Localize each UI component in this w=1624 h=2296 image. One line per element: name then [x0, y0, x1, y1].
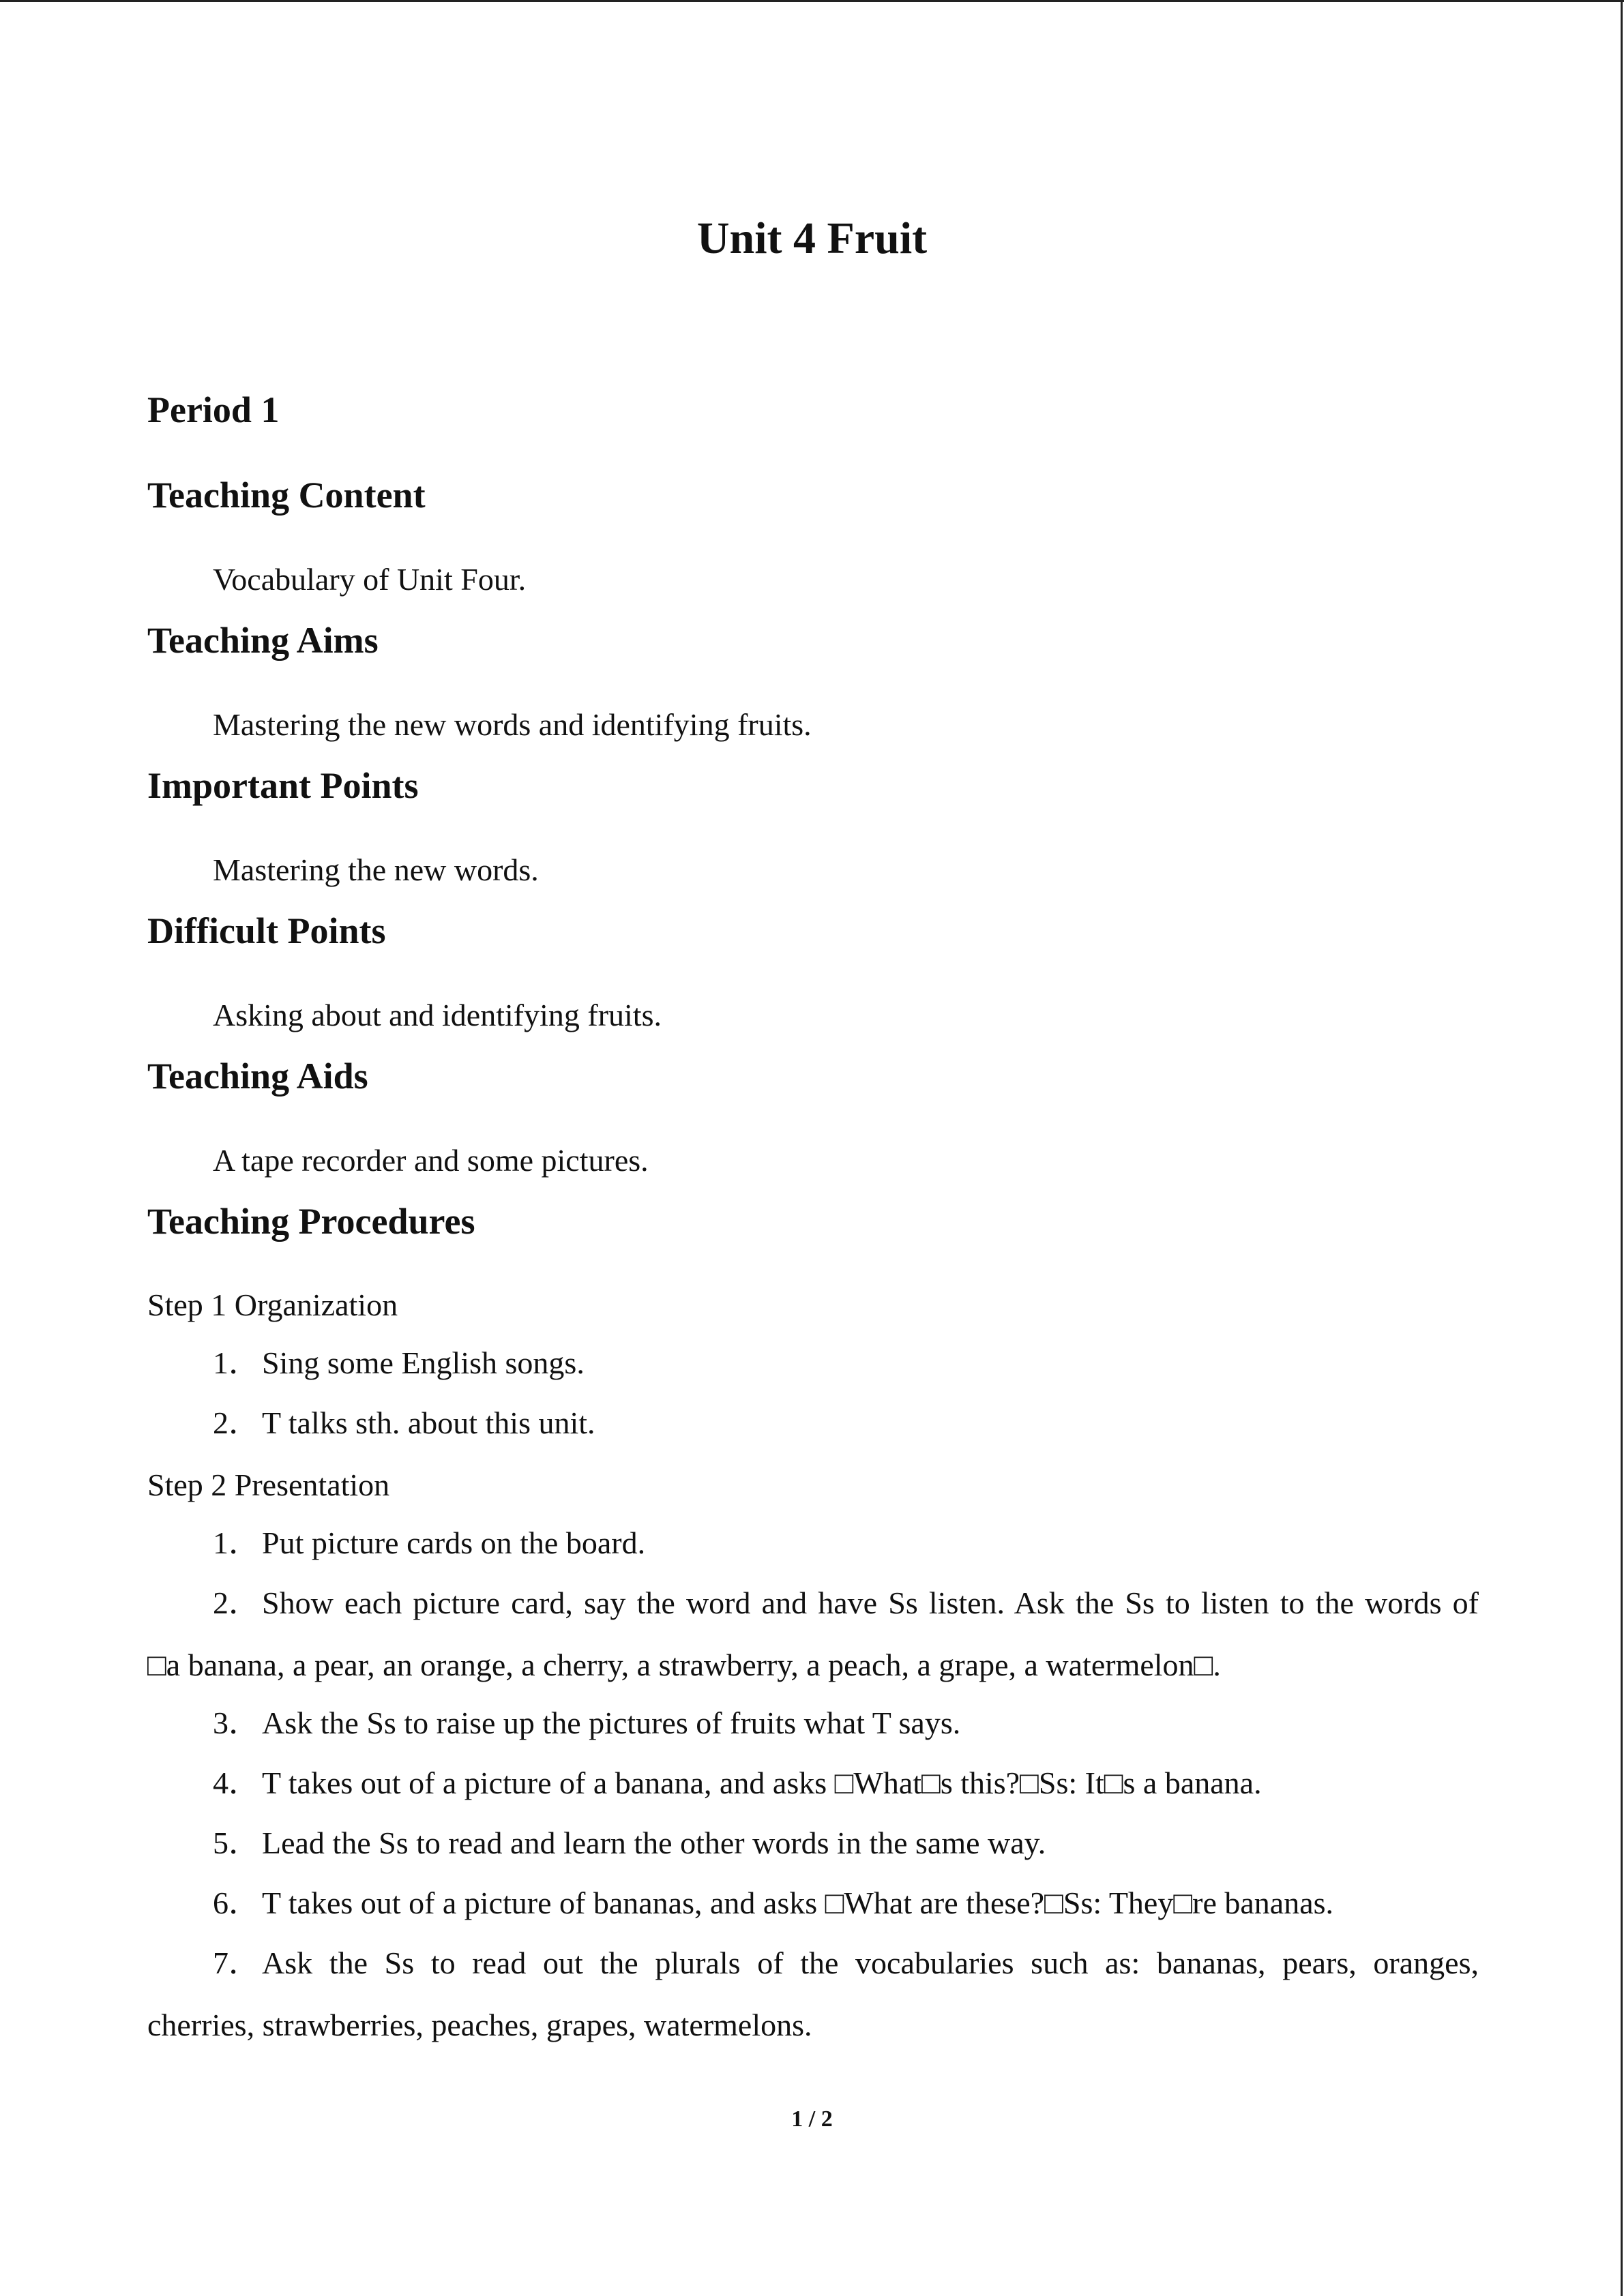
step-2-item-1	[213, 1523, 645, 1564]
period-heading: Period 1	[147, 389, 280, 430]
item-text: Ask the Ss to raise up the pictures of fruits what T says.	[262, 1705, 961, 1740]
item-number: 3．	[213, 1705, 260, 1740]
item-number: 1．	[213, 1345, 260, 1380]
item-number: 2．	[213, 1405, 260, 1440]
section-text-teaching-content: Vocabulary of Unit Four.	[213, 562, 527, 597]
step-2-item-2	[213, 1583, 1479, 1624]
step-1-item-2	[213, 1403, 595, 1444]
item-text: Put picture cards on the board.	[262, 1525, 646, 1560]
item-number: 2．	[213, 1585, 260, 1620]
document-title: Unit 4 Fruit	[696, 213, 928, 263]
item-number: 6．	[213, 1885, 260, 1920]
item-number: 4．	[213, 1765, 260, 1800]
section-heading-teaching-aims: Teaching Aims	[147, 620, 379, 661]
item-text: Show each picture card, say the word and have Ss listen. Ask the Ss to listen to the words of	[262, 1585, 1479, 1620]
section-text-teaching-aims: Mastering the new words and identifying fruits.	[213, 707, 812, 742]
item-text: T takes out of a picture of bananas, and asks □What are these?□Ss: They□re bananas.	[262, 1885, 1334, 1920]
step-2-item-5	[213, 1823, 1046, 1864]
item-text: T talks sth. about this unit.	[262, 1405, 595, 1440]
item-number: 7．	[213, 1945, 260, 1980]
page-right-border	[1621, 0, 1623, 2296]
page-top-border	[0, 0, 1624, 2]
item-text: Ask the Ss to read out the plurals of the vocabularies such as: bananas, pears, oranges,	[262, 1945, 1479, 1980]
step-2-item-6	[213, 1883, 1333, 1924]
step-2-title: Step 2 Presentation	[147, 1467, 390, 1502]
step-2-item-7	[213, 1943, 1479, 1984]
step-1-item-1	[213, 1343, 585, 1384]
step-2-item-3	[213, 1703, 960, 1744]
section-heading-important-points: Important Points	[147, 765, 419, 806]
page-number: 1 / 2	[791, 2106, 833, 2132]
section-heading-teaching-content: Teaching Content	[147, 475, 426, 516]
section-text-difficult-points: Asking about and identifying fruits.	[213, 998, 662, 1032]
step-1-title: Step 1 Organization	[147, 1287, 398, 1322]
step-2-item-2-continuation: □a banana, a pear, an orange, a cherry, a strawberry, a peach, a grape, a watermelon□.	[147, 1648, 1221, 1682]
item-number: 5．	[213, 1825, 260, 1860]
item-number: 1．	[213, 1525, 260, 1560]
item-text: Lead the Ss to read and learn the other words in the same way.	[262, 1825, 1046, 1860]
section-heading-difficult-points: Difficult Points	[147, 910, 386, 951]
section-text-teaching-aids: A tape recorder and some pictures.	[213, 1143, 649, 1178]
section-heading-teaching-aids: Teaching Aids	[147, 1056, 368, 1097]
procedures-heading: Teaching Procedures	[147, 1201, 475, 1242]
item-text: Sing some English songs.	[262, 1345, 585, 1380]
step-2-item-4	[213, 1763, 1262, 1804]
step-2-item-7-continuation: cherries, strawberries, peaches, grapes, watermelons.	[147, 2008, 812, 2042]
section-text-important-points: Mastering the new words.	[213, 852, 539, 887]
item-text: T takes out of a picture of a banana, and asks □What□s this?□Ss: It□s a banana.	[262, 1765, 1262, 1800]
